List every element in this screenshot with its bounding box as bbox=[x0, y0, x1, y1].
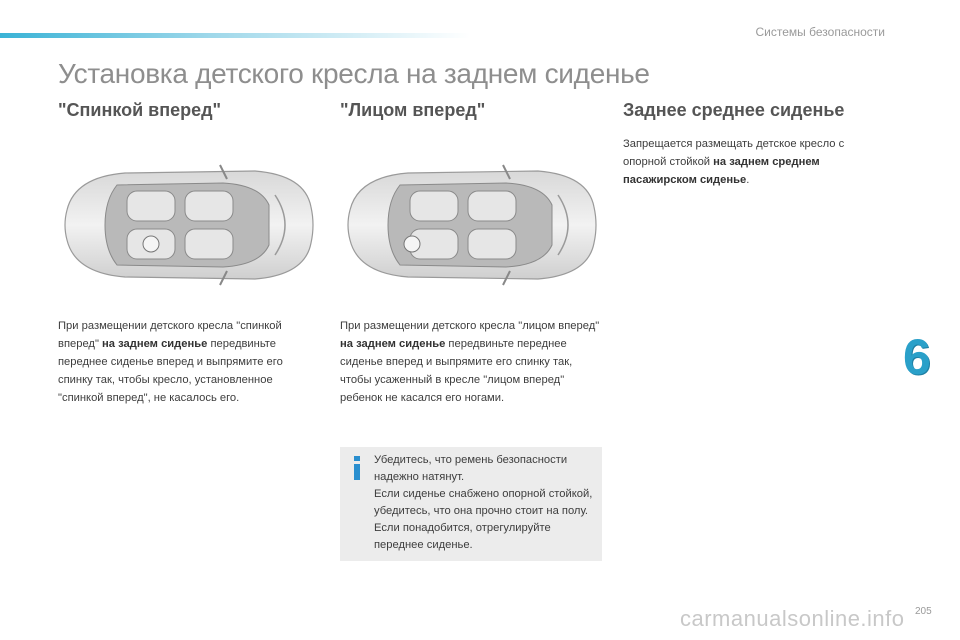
car-top-view-icon bbox=[338, 155, 600, 295]
car-top-view-icon bbox=[55, 155, 317, 295]
header-accent-bar bbox=[0, 33, 470, 38]
chapter-number: 6 bbox=[903, 329, 931, 385]
rear-center-text: Запрещается размещать детское кресло с опорной стойкой на заднем среднем пасажирском сиденье. bbox=[623, 138, 845, 186]
heading-forward-facing: "Лицом вперед" bbox=[340, 100, 486, 120]
forward-facing-text: При размещении детского кресла "лицом вперед" на заднем сиденье передвиньте переднее сиденье вперед и выпрямите его спинку так, чтобы усаженный в кресле "лицом вперед" ребенок не касался его ногами. bbox=[340, 320, 600, 404]
rear-facing-text: При размещении детского кресла "спинкой вперед" на заднем сиденье передвиньте переднее сиденье вперед и выпрямите его спинку так, чтобы кресло, установленное "спинкой вперед", не касалось его. bbox=[58, 320, 283, 404]
watermark: carmanualsonline.info bbox=[680, 606, 905, 631]
info-icon bbox=[352, 456, 362, 480]
page-title: Установка детского кресла на заднем сиденье bbox=[58, 58, 650, 89]
heading-rear-center: Заднее среднее сиденье bbox=[623, 100, 845, 120]
page-number: 205 bbox=[915, 606, 932, 617]
heading-rear-facing: "Спинкой вперед" bbox=[58, 100, 222, 120]
info-box bbox=[340, 447, 602, 561]
section-label: Системы безопасности bbox=[755, 25, 885, 39]
info-text: Убедитесь, что ремень безопасности надежно натянут. Если сиденье снабжено опорной стойкой, убедитесь, что она прочно стоит на полу. Если понадобится, отрегулируйте переднее сиденье. bbox=[374, 454, 593, 551]
